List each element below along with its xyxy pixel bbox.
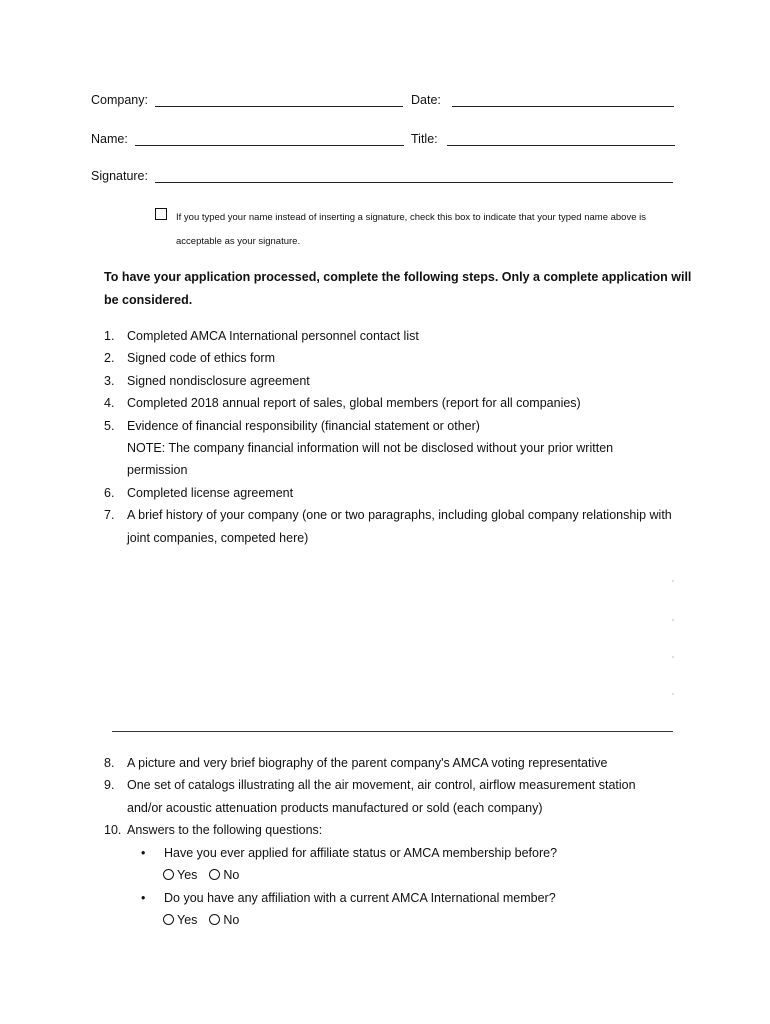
yes-radio-label: Yes [177, 913, 198, 928]
signature-input-line[interactable] [155, 170, 673, 183]
date-input-line[interactable] [452, 94, 674, 107]
list-item-text: permission [127, 463, 188, 478]
list-item-number: 9. [104, 778, 115, 793]
list-item-text: Completed license agreement [127, 485, 294, 500]
question-text: Do you have any affiliation with a current AMCA International member? [164, 890, 556, 905]
signature-field[interactable] [91, 169, 673, 183]
list-item-text: A brief history of your company (one or two paragraphs, including global company relationship with [127, 508, 672, 523]
list-item-number: 7. [104, 508, 115, 523]
title-input-line[interactable] [447, 133, 675, 146]
checkbox-text-line-2: acceptable as your signature. [176, 236, 301, 247]
yes-radio-label: Yes [177, 868, 198, 883]
no-radio[interactable] [209, 868, 239, 882]
list-item-text: Evidence of financial responsibility (financial statement or other) [127, 418, 480, 433]
no-radio-label: No [223, 868, 240, 883]
list-item-number: 6. [104, 485, 115, 500]
no-radio[interactable] [209, 913, 239, 927]
list-item-text: joint companies, competed here) [127, 530, 309, 545]
list-item-number: 3. [104, 373, 115, 388]
list-item-number: 8. [104, 756, 115, 770]
list-item-text: Signed code of ethics form [127, 351, 275, 366]
list-item-text: NOTE: The company financial information will not be disclosed without your prior written [127, 440, 614, 455]
instructions-heading: To have your application processed, complete the following steps. Only a complete application will be considered. [104, 270, 692, 307]
list-item-text: Completed AMCA International personnel contact list [127, 329, 419, 343]
company-field[interactable] [91, 93, 403, 107]
checkbox-text-line-1: If you typed your name instead of inserting a signature, check this box to indicate that your typed name above is [176, 212, 646, 223]
list-item-number: 1. [104, 329, 115, 343]
company-label: Company: [91, 93, 148, 107]
title-field[interactable] [411, 132, 675, 146]
margin-mark [672, 656, 674, 658]
list-item-number: 4. [104, 396, 115, 411]
name-label: Name: [91, 132, 128, 146]
list-item-text: A picture and very brief biography of the parent company's AMCA voting representative [127, 756, 608, 770]
list-item-number: 2. [104, 351, 115, 366]
bullet-icon: • [141, 846, 146, 860]
margin-mark [672, 580, 674, 582]
list-item-number: 10. [104, 823, 122, 838]
list-item-text: One set of catalogs illustrating all the air movement, air control, airflow measurement station [127, 778, 636, 793]
list-item-text: and/or acoustic attenuation products manufactured or sold (each company) [127, 800, 543, 815]
yes-radio[interactable] [163, 913, 197, 927]
list-item-text: Signed nondisclosure agreement [127, 373, 310, 388]
company-input-line[interactable] [155, 94, 403, 107]
radio-circle-icon[interactable] [209, 914, 220, 925]
margin-mark [672, 693, 674, 695]
yes-radio[interactable] [163, 868, 197, 882]
date-field[interactable] [411, 93, 674, 107]
bullet-icon: • [141, 890, 146, 905]
signature-label: Signature: [91, 169, 148, 183]
date-label: Date: [411, 93, 441, 107]
name-input-line[interactable] [135, 133, 404, 146]
radio-circle-icon[interactable] [209, 869, 220, 880]
question-text: Have you ever applied for affiliate status or AMCA membership before? [164, 846, 558, 860]
no-radio-label: No [223, 913, 240, 928]
title-label: Title: [411, 132, 438, 146]
typed-name-checkbox[interactable] [155, 208, 167, 220]
history-answer-line[interactable] [112, 731, 673, 732]
list-item-number: 5. [104, 418, 115, 433]
radio-circle-icon[interactable] [163, 914, 174, 925]
name-field[interactable] [91, 132, 404, 146]
list-item-text: Answers to the following questions: [127, 823, 323, 838]
list-item-text: Completed 2018 annual report of sales, global members (report for all companies) [127, 396, 581, 411]
radio-circle-icon[interactable] [163, 869, 174, 880]
margin-mark [672, 619, 674, 621]
